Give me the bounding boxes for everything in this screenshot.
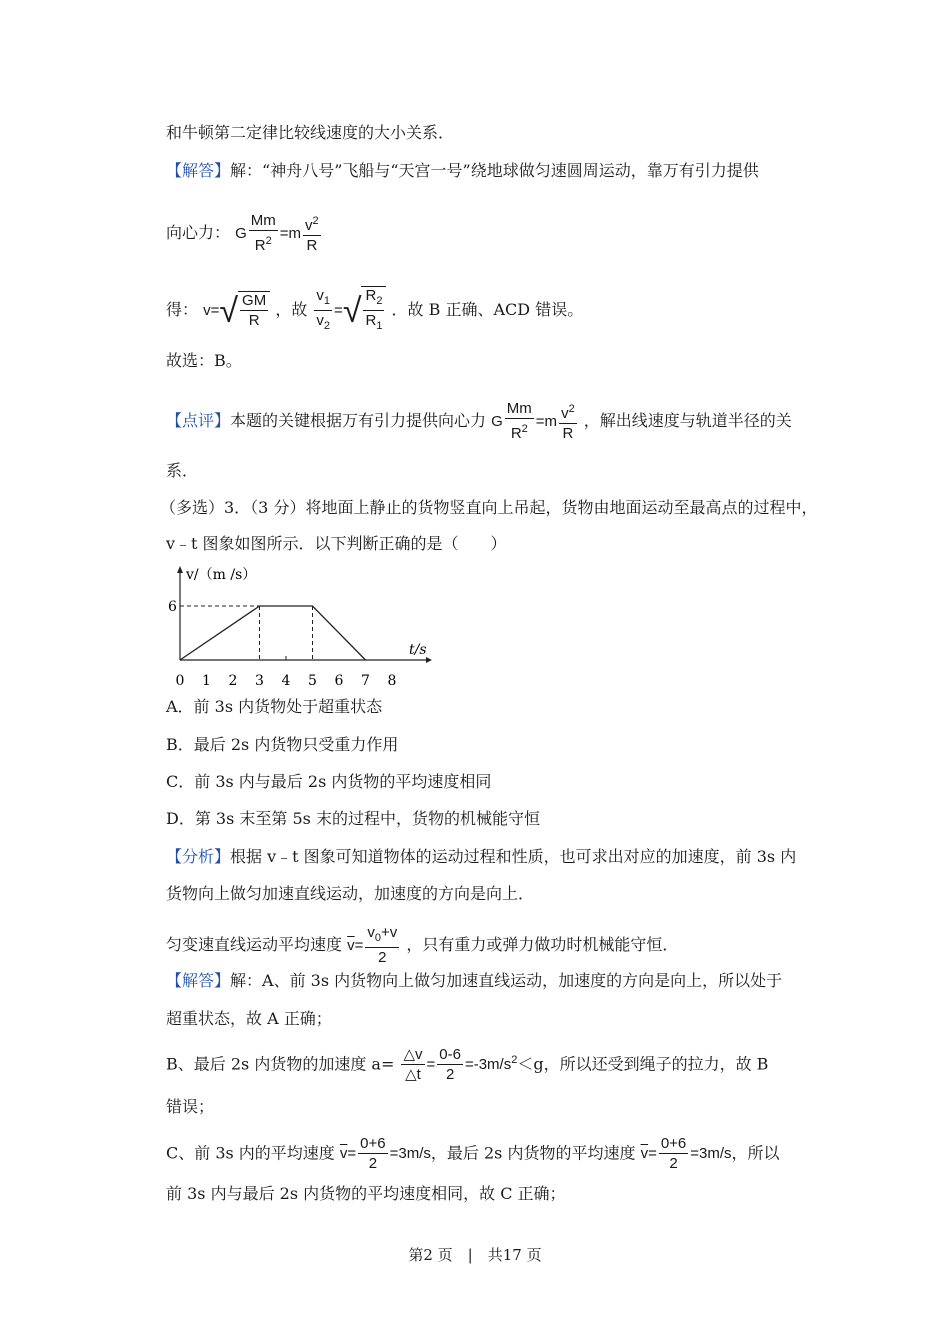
analysis-text: 根据 v﹣t 图象可知道物体的运动过程和性质，也可求出对应的加速度，前 3s 内 bbox=[230, 847, 797, 866]
review-line-2: 系． bbox=[166, 461, 199, 480]
vt-chart bbox=[166, 563, 436, 691]
review-tag: 【点评】 bbox=[166, 410, 231, 430]
x-axis-arrow bbox=[426, 657, 432, 663]
x-tick-label: 5 bbox=[308, 673, 317, 689]
solution-b-lead: B、最后 2s 内货物的加速度 a= bbox=[166, 1054, 395, 1074]
solution2-line-3 bbox=[166, 1046, 768, 1085]
x-tick-label: 3 bbox=[255, 673, 264, 689]
paragraph-line: 和牛顿第二定律比较线速度的大小关系． bbox=[166, 123, 455, 142]
avg-velocity-last: $\overline{v}=$ $\frac{0+6}{2}$ =3m/s bbox=[640, 1135, 732, 1172]
formula-lead: 向心力： bbox=[166, 222, 231, 242]
analysis-line-2: 货物向上做匀加速直线运动，加速度的方向是向上． bbox=[166, 884, 535, 903]
analysis-tag: 【分析】 bbox=[166, 847, 231, 866]
formula-tail: ．故 B 正确、ACD 错误。 bbox=[391, 299, 584, 319]
chart-labels bbox=[168, 567, 427, 689]
x-axis-label: t/s bbox=[409, 642, 427, 658]
avg-velocity-first: $\overline{v}=$ $\frac{0+6}{2}$ =3m/s bbox=[339, 1135, 431, 1172]
formula-line bbox=[166, 212, 323, 256]
x-tick-label: 4 bbox=[281, 673, 291, 689]
y-axis-arrow bbox=[177, 566, 183, 573]
formula-gravity: G $\frac{Mm}{R^2}$ =m $\frac{v^2}{R}$ bbox=[235, 212, 319, 254]
analysis-tail: ，只有重力或弹力做功时机械能守恒． bbox=[406, 934, 679, 954]
formula-velocity: v= √ $\frac{GM}{R}$ bbox=[203, 302, 270, 319]
formula-line-2 bbox=[166, 286, 583, 336]
solution-line bbox=[166, 160, 759, 182]
analysis-lead: 匀变速直线运动平均速度 bbox=[166, 934, 343, 954]
solution-tag: 【解答】 bbox=[166, 971, 231, 990]
avg-velocity-formula: $\overline{v}=$ $\frac{v_0+v}{2}$ bbox=[347, 924, 398, 966]
answer-tag: 【解答】 bbox=[166, 161, 231, 180]
page-footer: 第2 页 | 共17 页 bbox=[408, 1246, 542, 1264]
solution-c-lead: C、前 3s 内的平均速度 bbox=[166, 1143, 335, 1163]
solution2-line-6: 前 3s 内与最后 2s 内货物的平均速度相同，故 C 正确； bbox=[166, 1184, 566, 1203]
x-tick-label: 0 bbox=[175, 673, 185, 689]
y-tick-label: 6 bbox=[168, 599, 177, 615]
solution2-line-5 bbox=[166, 1135, 780, 1174]
solution2-line-2: 超重状态，故 A 正确； bbox=[166, 1009, 332, 1028]
series-line bbox=[180, 606, 366, 660]
formula-ratio: $\frac{v_1}{v_2}$ = √ $\frac{R_2}{R_1}$ bbox=[312, 302, 386, 319]
solution-b-tail: ＜g，所以还受到绳子的拉力，故 B bbox=[517, 1054, 769, 1074]
review-line bbox=[166, 400, 792, 444]
solution2-line-4: 错误； bbox=[166, 1097, 215, 1116]
x-tick-label: 7 bbox=[361, 673, 370, 689]
option-a[interactable]: A．前 3s 内货物处于超重状态 bbox=[166, 697, 383, 716]
x-tick-label: 8 bbox=[387, 673, 397, 689]
x-tick-label: 2 bbox=[228, 673, 238, 689]
option-d[interactable]: D．第 3s 末至第 5s 末的过程中，货物的机械能守恒 bbox=[166, 809, 540, 828]
answer-text: 解：“神舟八号”飞船与“天宫一号”绕地球做匀速圆周运动，靠万有引力提供 bbox=[230, 161, 759, 180]
option-b[interactable]: B．最后 2s 内货物只受重力作用 bbox=[166, 735, 399, 754]
question-line: （多选）3．（3 分）将地面上静止的货物竖直向上吊起，货物由地面运动至最高点的过程中， bbox=[160, 498, 818, 517]
formula-mid: ，故 bbox=[275, 299, 308, 319]
acceleration-formula: $\frac{\triangle v}{\triangle t}$ = $\frac{0-6}{2}$ $=-3m/s^2$ bbox=[403, 1046, 518, 1083]
analysis-line-3 bbox=[166, 924, 678, 968]
review-text-a: 本题的关键根据万有引力提供向心力 bbox=[230, 410, 487, 430]
x-tick-label: 6 bbox=[334, 673, 344, 689]
review-text-b: ，解出线速度与轨道半径的关 bbox=[583, 410, 792, 430]
review-formula: G $\frac{Mm}{R^2}$ =m $\frac{v^2}{R}$ bbox=[491, 400, 575, 442]
choice-line: 故选：B。 bbox=[166, 351, 242, 370]
solution-c-tail: ，所以 bbox=[731, 1143, 780, 1163]
analysis-line bbox=[166, 846, 796, 868]
solution-text: 解：A、前 3s 内货物向上做匀加速直线运动，加速度的方向是向上，所以处于 bbox=[230, 971, 783, 990]
chart-marks bbox=[180, 606, 366, 660]
y-axis-label: v/（m /s） bbox=[186, 567, 257, 583]
option-c[interactable]: C．前 3s 内与最后 2s 内货物的平均速度相同 bbox=[166, 772, 492, 791]
x-tick-label: 1 bbox=[202, 673, 211, 689]
solution2-line bbox=[166, 970, 782, 992]
formula-lead: 得： bbox=[166, 299, 199, 319]
solution-c-mid: ，最后 2s 内货物的平均速度 bbox=[430, 1143, 636, 1163]
question-line-2: v﹣t 图象如图所示．以下判断正确的是（ ） bbox=[166, 534, 507, 553]
